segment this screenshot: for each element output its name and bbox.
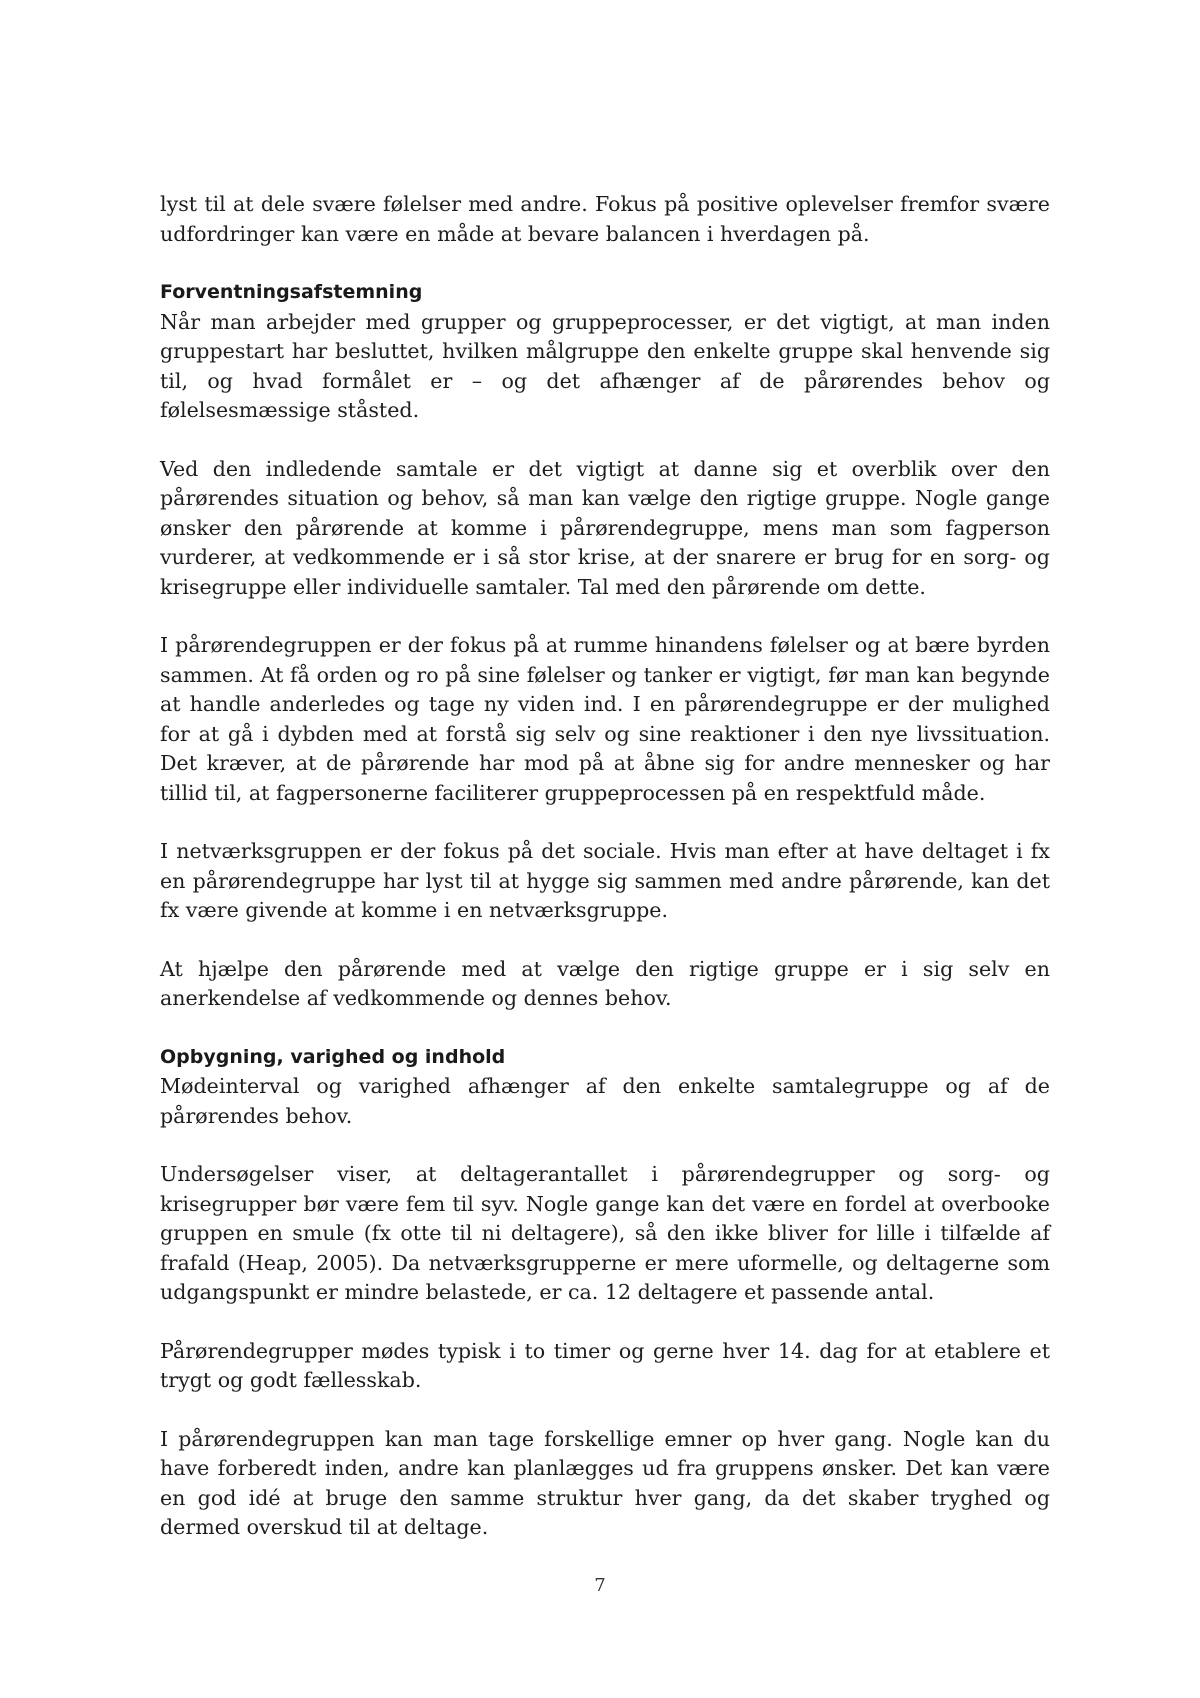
paragraph-spacer bbox=[160, 1308, 1050, 1337]
body-paragraph: Pårørendegrupper mødes typisk i to timer og gerne hver 14. dag for at etablere et trygt og godt fællesskab. bbox=[160, 1338, 1050, 1392]
paragraph-spacer bbox=[160, 926, 1050, 955]
paragraph-spacer bbox=[160, 249, 1050, 278]
body-paragraph: lyst til at dele svære følelser med andre. Fokus på positive oplevelser fremfor svære udfordringer kan være en måde at bevare balancen i hverdagen på. bbox=[160, 192, 1050, 246]
body-paragraph: At hjælpe den pårørende med at vælge den rigtige gruppe er i sig selv en anerkendelse af vedkommende og dennes behov. bbox=[160, 956, 1050, 1010]
page-body bbox=[160, 190, 1050, 1543]
body-paragraph: Ved den indledende samtale er det vigtigt at danne sig et overblik over den pårørendes situation og behov, så man kan vælge den rigtige gruppe. Nogle gange ønsker den pårørende at komme i pårørendegruppe, mens man som fagperson vurderer, at vedkommende er i så stor krise, at der snarere er brug for en sorg- og krisegruppe eller individuelle samtaler. Tal med den pårørende om dette. bbox=[160, 456, 1050, 599]
paragraph-spacer bbox=[160, 1396, 1050, 1425]
body-paragraph: I pårørendegruppen kan man tage forskellige emner op hver gang. Nogle kan du have forberedt inden, andre kan planlægges ud fra gruppens ønsker. Det kan være en god idé at bruge den samme struktur hver gang, da det skaber tryghed og dermed overskud til at deltage. bbox=[160, 1426, 1050, 1539]
body-paragraph: I netværksgruppen er der fokus på det sociale. Hvis man efter at have deltaget i fx en pårørendegruppe har lyst til at hygge sig sammen med andre pårørende, kan det fx være givende at komme i en netværksgruppe. bbox=[160, 839, 1050, 922]
paragraph-spacer bbox=[160, 808, 1050, 837]
page-number: 7 bbox=[594, 1575, 606, 1596]
paragraph-spacer bbox=[160, 1131, 1050, 1160]
section-heading: Opbygning, varighed og indhold bbox=[160, 1045, 506, 1068]
body-paragraph: I pårørendegruppen er der fokus på at rumme hinandens følelser og at bære byrden sammen. At få orden og ro på sine følelser og tanker er vigtigt, før man kan begynde at handle anderledes og tage ny viden ind. I en pårørendegruppe er der mulighed for at gå i dybden med at forstå sig selv og sine reaktioner i den nye livssituation. Det kræver, at de pårørende har mod på at åbne sig for andre mennesker og har tillid til, at fagpersonerne faciliterer gruppeprocessen på en respektfuld måde. bbox=[160, 633, 1050, 805]
paragraph-spacer bbox=[160, 602, 1050, 631]
body-paragraph: Når man arbejder med grupper og gruppeprocesser, er det vigtigt, at man inden gruppestart har besluttet, hvilken målgruppe den enkelte gruppe skal henvende sig til, og hvad formålet er – og det afhænger af de pårørendes behov og følelsesmæssige ståsted. bbox=[160, 309, 1050, 422]
body-paragraph: Undersøgelser viser, at deltagerantallet i pårørendegrupper og sorg- og krisegrupper bør være fem til syv. Nogle gange kan det være en fordel at overbooke gruppen en smule (fx otte til ni deltagere), så den ikke bliver for lille i tilfælde af frafald (Heap, 2005). Da netværksgrupperne er mere uformelle, og deltagerne som udgangspunkt er mindre belastede, er ca. 12 deltagere et passende antal. bbox=[160, 1162, 1050, 1304]
body-paragraph: Mødeinterval og varighed afhænger af den enkelte samtalegruppe og af de pårørendes behov. bbox=[160, 1074, 1050, 1128]
section-heading: Forventningsafstemning bbox=[160, 281, 423, 303]
paragraph-spacer bbox=[160, 1014, 1050, 1043]
paragraph-spacer bbox=[160, 426, 1050, 455]
